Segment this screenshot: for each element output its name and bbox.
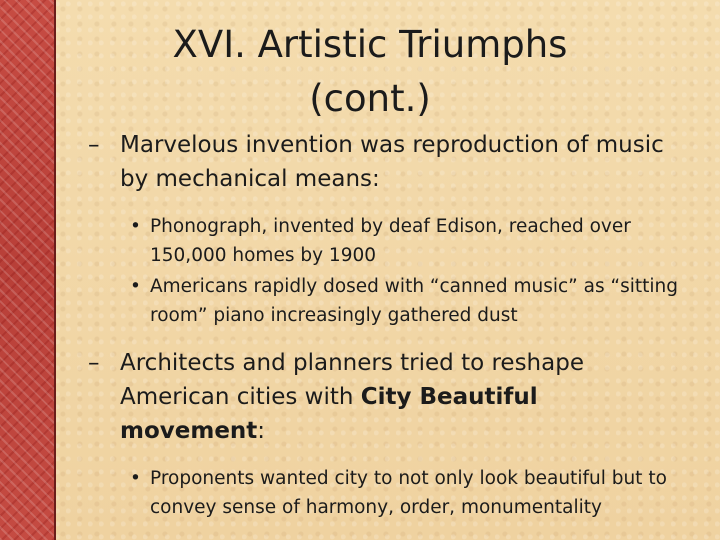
sub-point (130, 212, 688, 270)
title-line-1: XVI. Artistic Triumphs (172, 23, 568, 66)
dash-marker: – (88, 350, 100, 376)
bullet-marker: • (130, 468, 141, 489)
title-line-2: (cont.) (309, 77, 431, 120)
sub-point-text: Americans rapidly dosed with “canned music” as “sitting room” piano increasingly gathered dust (150, 276, 678, 326)
slide-body (88, 128, 688, 538)
sub-point (130, 464, 688, 522)
main-point-2-text-after: : (257, 418, 266, 444)
bullet-marker: • (130, 276, 141, 297)
sub-points-2 (130, 464, 688, 522)
slide-title (120, 18, 620, 126)
sub-point-text: Proponents wanted city to not only look beautiful but to convey sense of harmony, order, monumentality (150, 468, 667, 518)
sub-point-text: Phonograph, invented by deaf Edison, reached over 150,000 homes by 1900 (150, 216, 631, 266)
bullet-marker: • (130, 216, 141, 237)
decorative-border (0, 0, 56, 540)
dash-marker: – (88, 132, 100, 158)
main-point-1 (88, 128, 688, 196)
main-point-2-bold-term: City Beautiful movement (120, 384, 538, 444)
main-point-2 (88, 346, 688, 448)
main-point-2-text-before: Architects and planners tried to reshape American cities with (120, 350, 584, 410)
sub-point (130, 272, 688, 330)
main-point-1-text: Marvelous invention was reproduction of music by mechanical means: (120, 132, 664, 192)
sub-points-1 (130, 212, 688, 330)
